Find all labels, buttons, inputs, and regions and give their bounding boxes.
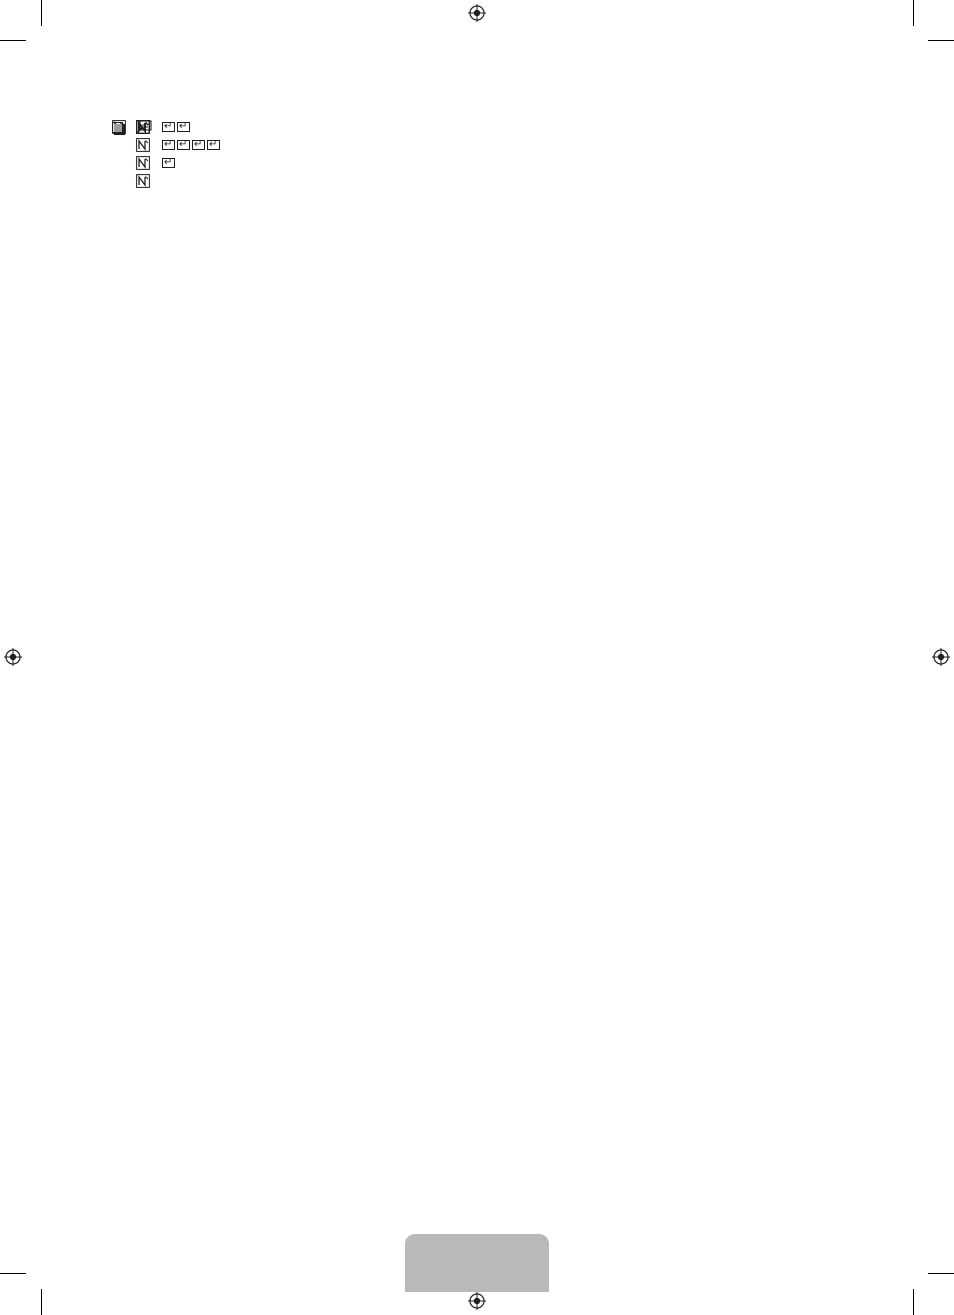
note-icon bbox=[136, 138, 150, 152]
reset-instruction bbox=[160, 156, 842, 172]
crop-mark bbox=[913, 1289, 914, 1315]
crop-mark bbox=[0, 1273, 26, 1274]
registration-mark-icon bbox=[932, 648, 950, 666]
registration-mark-icon bbox=[468, 1292, 486, 1310]
registration-mark-icon bbox=[4, 648, 22, 666]
size-details bbox=[112, 120, 842, 172]
crop-mark bbox=[913, 0, 914, 26]
registration-mark-icon bbox=[468, 4, 486, 22]
note-icon bbox=[136, 120, 150, 134]
enter-key-icon bbox=[162, 158, 175, 168]
crop-mark bbox=[0, 40, 26, 41]
note-icon bbox=[136, 156, 150, 170]
note-item bbox=[136, 156, 842, 172]
note-icon bbox=[136, 174, 150, 188]
page-number-tab bbox=[405, 1234, 549, 1292]
enter-key-icon bbox=[192, 140, 205, 150]
crop-mark bbox=[928, 40, 954, 41]
note-item bbox=[136, 120, 842, 136]
enter-key-icon bbox=[207, 140, 220, 150]
note-item bbox=[136, 138, 842, 154]
page-content bbox=[112, 108, 842, 174]
enter-key-icon bbox=[162, 122, 175, 132]
crop-mark bbox=[928, 1273, 954, 1274]
crop-mark bbox=[41, 1289, 42, 1315]
enter-key-icon bbox=[162, 140, 175, 150]
crop-mark bbox=[41, 0, 42, 26]
section-bullet-square-icon bbox=[114, 124, 122, 132]
enter-key-icon bbox=[177, 122, 190, 132]
enter-key-icon bbox=[177, 140, 190, 150]
